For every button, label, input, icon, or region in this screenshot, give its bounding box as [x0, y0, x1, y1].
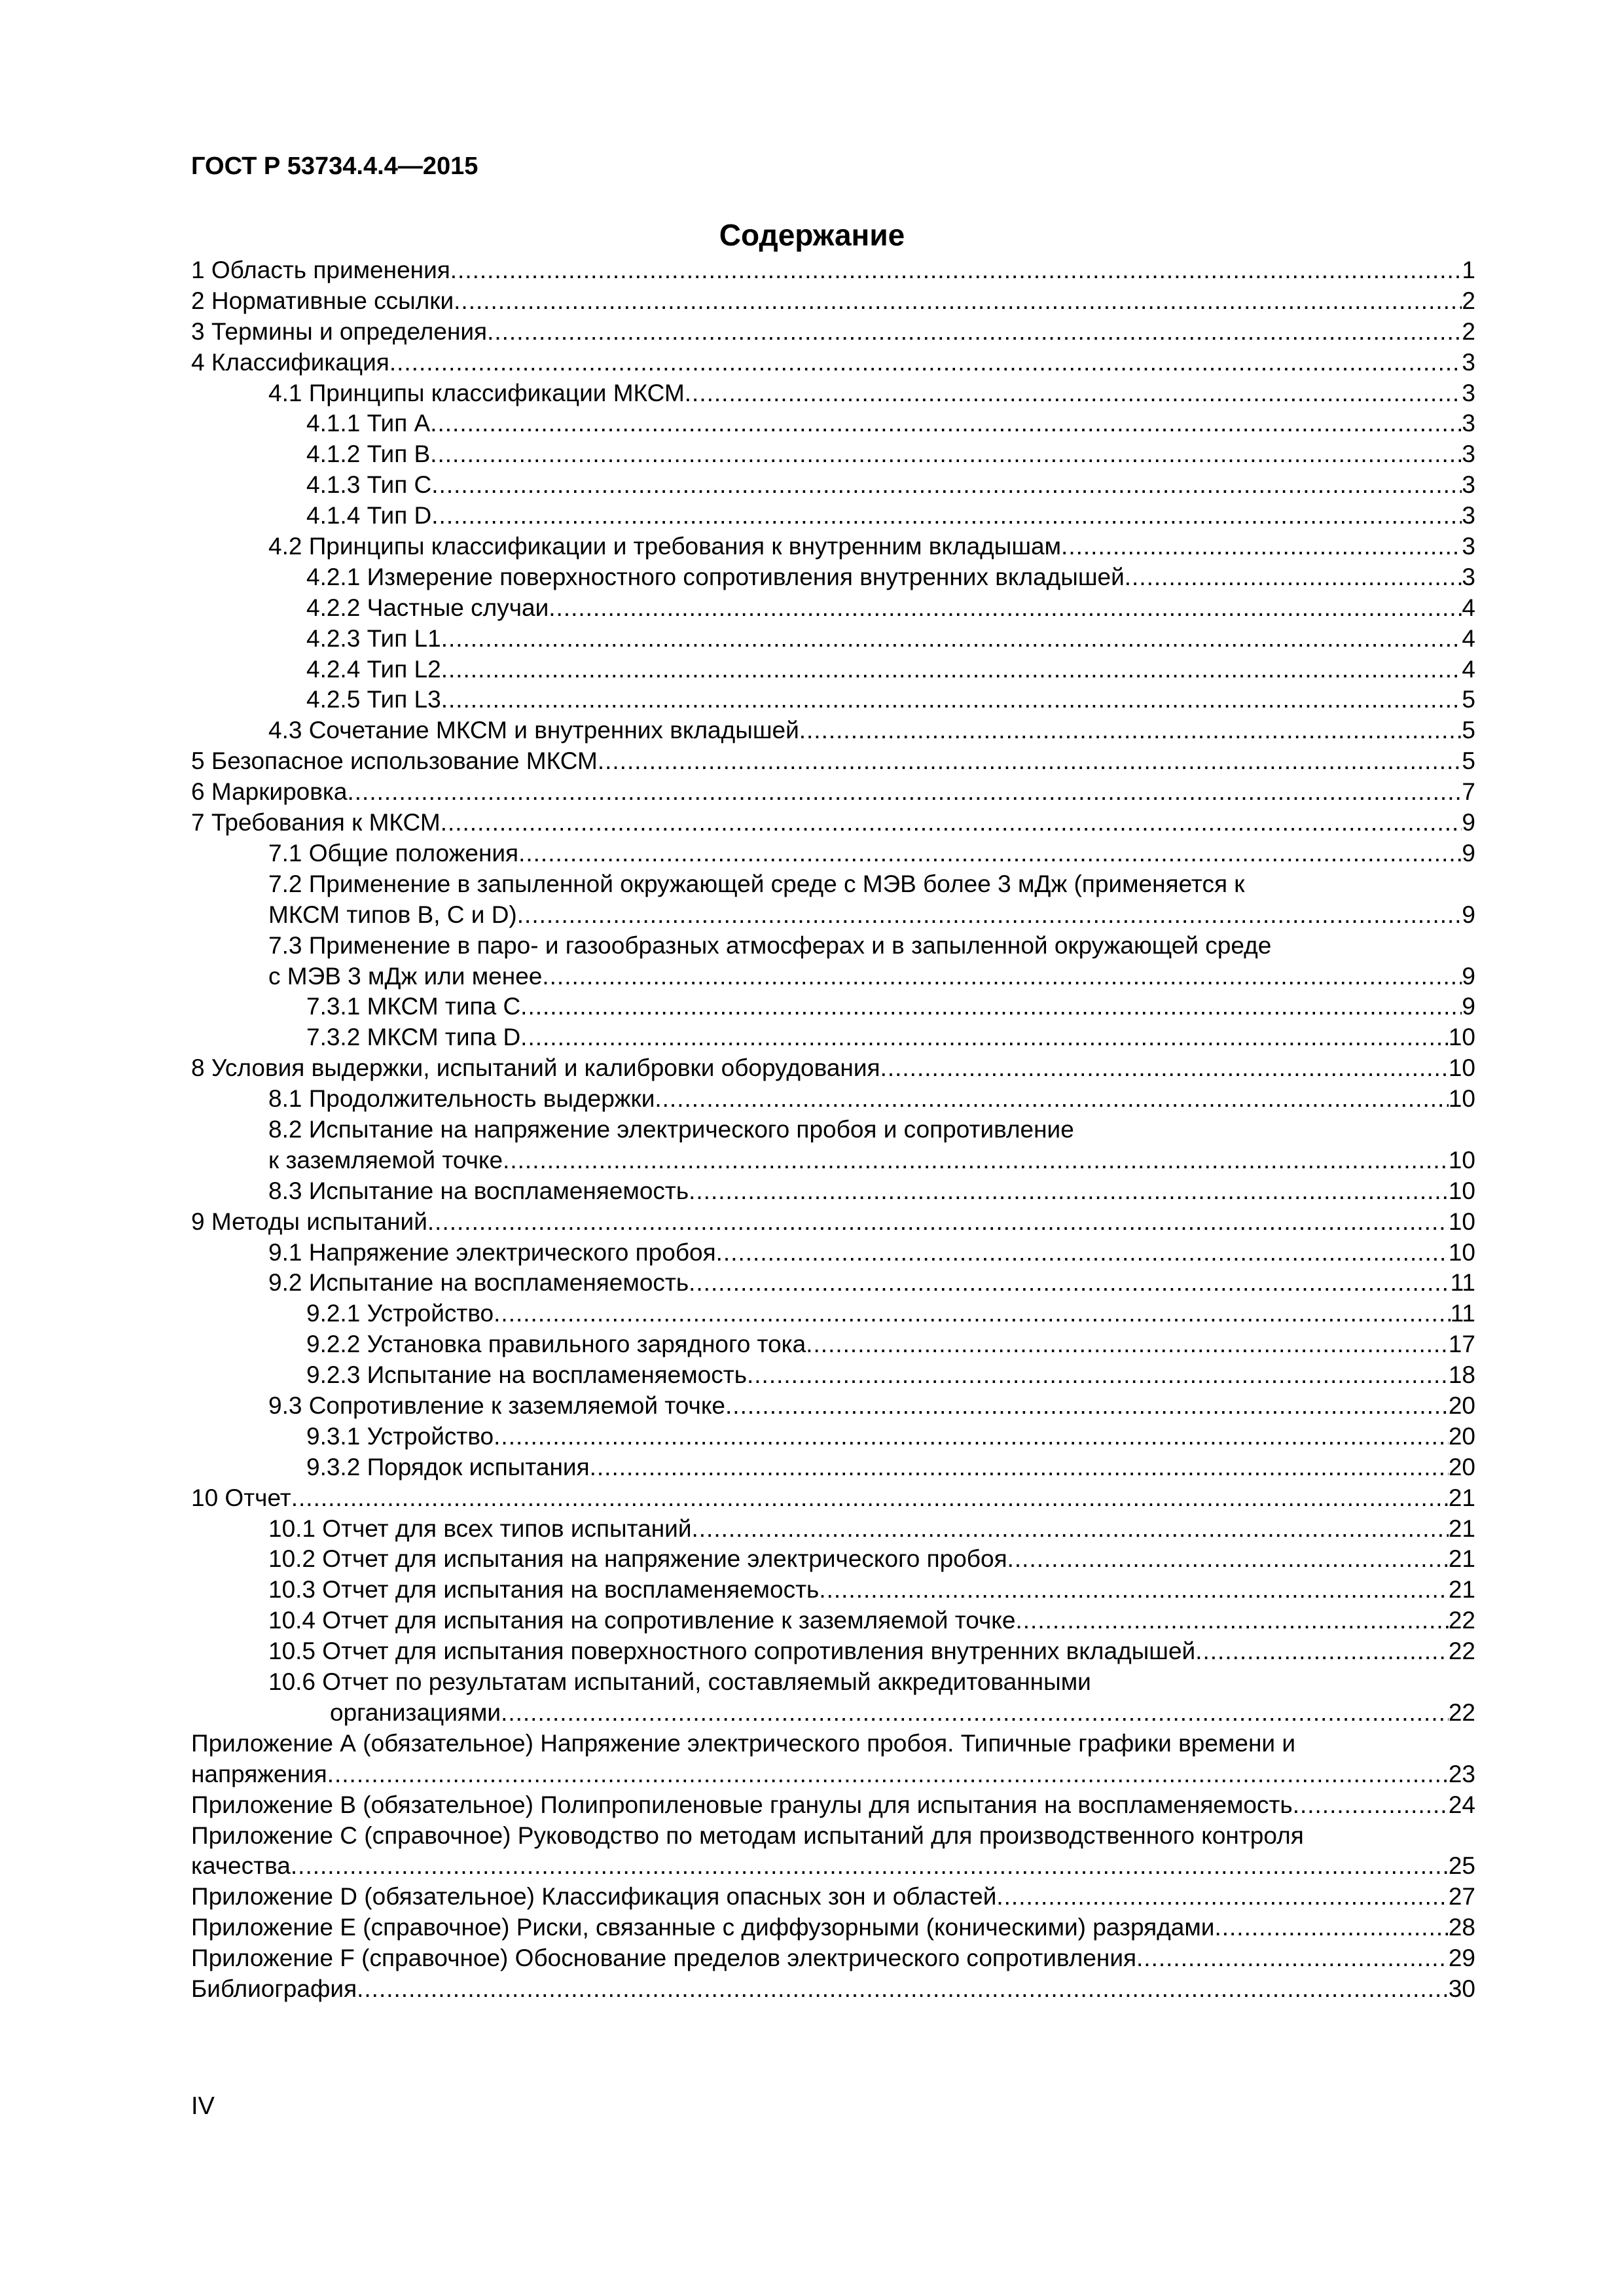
toc-page-number: 10 [1448, 1024, 1475, 1051]
toc-leader-dots [685, 378, 1462, 409]
toc-page-number: 17 [1448, 1331, 1475, 1358]
toc-entry[interactable] [191, 838, 1475, 869]
toc-entry-label: 9.3.1 Устройство [306, 1422, 494, 1450]
toc-entry[interactable] [191, 746, 1475, 777]
toc-entry[interactable] [191, 501, 1475, 531]
toc-entry-label: 1 Область применения [191, 257, 450, 283]
toc-leader-dots [747, 1360, 1449, 1391]
toc-entry-label: 4.2 Принципы классификации и требования к внутренним вкладышам [268, 533, 1062, 560]
toc-entry[interactable] [191, 348, 1475, 378]
toc-entry[interactable] [191, 777, 1475, 808]
toc-entry[interactable] [191, 1391, 1475, 1422]
toc-leader-dots [716, 1238, 1449, 1268]
toc-leader-dots [1061, 531, 1462, 562]
toc-entry[interactable] [191, 593, 1475, 624]
toc-entry[interactable] [191, 685, 1475, 715]
toc-leader-dots [655, 1084, 1448, 1115]
toc-entry-label: 9.2.1 Устройство [306, 1300, 494, 1327]
table-of-contents [191, 255, 1475, 2005]
toc-leader-dots [291, 1483, 1449, 1514]
toc-entry-label: 7.3 Применение в паро- и газообразных атмосферах и в запыленной окружающей среде [268, 931, 1272, 959]
toc-entry-label-continued: МКСМ типов В, С и D) [268, 901, 517, 928]
toc-leader-dots [430, 408, 1462, 439]
toc-leader-dots [1136, 1943, 1449, 1974]
toc-entry-label: 10 Отчет [191, 1484, 291, 1511]
toc-entry-label: 8.3 Испытание на воспламеняемость [268, 1177, 689, 1204]
toc-page-number: 3 [1462, 379, 1475, 406]
toc-leader-dots [450, 255, 1462, 286]
toc-entry-label-continued: к заземляемой точке [268, 1146, 503, 1174]
toc-entry[interactable] [191, 1729, 1475, 1790]
toc-leader-dots [520, 1022, 1449, 1053]
toc-entry[interactable] [191, 531, 1475, 562]
toc-leader-dots [1007, 1544, 1449, 1575]
toc-entry-label: 6 Маркировка [191, 778, 348, 806]
toc-page-number: 22 [1448, 1638, 1475, 1665]
toc-page-number: 29 [1448, 1945, 1475, 1972]
toc-entry[interactable] [191, 1360, 1475, 1391]
toc-leader-dots [689, 1176, 1449, 1207]
toc-leader-dots [494, 1299, 1450, 1329]
toc-page-number: 3 [1462, 563, 1475, 590]
toc-entry-label: 7.3.2 МКСМ типа D [306, 1024, 521, 1051]
toc-leader-dots [487, 317, 1462, 348]
toc-leader-dots [441, 685, 1462, 715]
toc-leader-dots [291, 1851, 1449, 1882]
toc-entry[interactable] [191, 1452, 1475, 1483]
toc-page-number: 3 [1462, 471, 1475, 499]
toc-leader-dots [819, 1575, 1449, 1605]
toc-entry-label: 9.2.3 Испытание на воспламеняемость [306, 1361, 747, 1389]
toc-leader-dots [431, 470, 1462, 501]
toc-leader-dots [441, 624, 1462, 655]
toc-leader-dots [692, 1514, 1449, 1545]
toc-entry[interactable] [191, 562, 1475, 593]
toc-page-number: 1 [1462, 257, 1475, 283]
toc-page-number: 18 [1448, 1361, 1475, 1389]
toc-page-number: 9 [1462, 839, 1475, 867]
toc-page-number: 3 [1462, 533, 1475, 560]
toc-entry-label: 7 Требования к МКСМ [191, 809, 441, 836]
toc-page-number: 30 [1448, 1975, 1475, 2002]
toc-entry-label: 7.2 Применение в запыленной окружающей среде с МЭВ более 3 мДж (применяется к [268, 870, 1245, 897]
toc-leader-dots [1015, 1605, 1448, 1636]
toc-entry[interactable] [191, 715, 1475, 746]
toc-entry[interactable] [191, 1882, 1475, 1912]
toc-entry[interactable] [191, 255, 1475, 286]
toc-entry-label: 7.1 Общие положения [268, 839, 519, 867]
toc-entry-label: Приложение F (справочное) Обоснование пределов электрического сопротивления [191, 1945, 1137, 1972]
toc-entry[interactable] [191, 378, 1475, 409]
toc-entry-label: 9.1 Напряжение электрического пробоя [268, 1238, 716, 1266]
page-title: Содержание [719, 218, 905, 252]
toc-entry[interactable] [191, 808, 1475, 838]
toc-entry[interactable] [191, 869, 1475, 931]
toc-leader-dots [799, 715, 1462, 746]
toc-entry[interactable] [191, 286, 1475, 317]
toc-leader-dots [549, 593, 1462, 624]
toc-entry[interactable] [191, 1575, 1475, 1605]
toc-page-number: 21 [1448, 1484, 1475, 1511]
toc-page-number: 4 [1462, 655, 1475, 683]
toc-leader-dots [441, 655, 1462, 685]
toc-entry-label: 9 Методы испытаний [191, 1208, 427, 1235]
toc-page-number: 11 [1450, 1269, 1475, 1297]
toc-page-number: 10 [1448, 1208, 1475, 1235]
toc-entry[interactable] [191, 1084, 1475, 1115]
toc-entry-label: 9.2.2 Установка правильного зарядного тока [306, 1331, 806, 1358]
toc-page-number: 3 [1462, 348, 1475, 376]
toc-entry-label-continued: организациями [330, 1698, 501, 1726]
toc-page-number: 10 [1448, 1054, 1475, 1082]
toc-leader-dots [503, 1145, 1449, 1176]
toc-entry-label: 4.1 Принципы классификации МКСМ [268, 379, 685, 406]
toc-leader-dots [598, 746, 1462, 777]
toc-leader-dots [454, 286, 1462, 317]
toc-entry[interactable] [191, 1912, 1475, 1943]
toc-entry-label-continued: напряжения [191, 1760, 327, 1787]
toc-entry-label: 10.1 Отчет для всех типов испытаний [268, 1515, 692, 1542]
toc-leader-dots [357, 1974, 1449, 2005]
toc-entry-label: 2 Нормативные ссылки [191, 287, 454, 314]
toc-page-number: 9 [1462, 901, 1475, 928]
toc-entry-label: 7.3.1 МКСМ типа С [306, 993, 521, 1020]
document-header: ГОСТ Р 53734.4.4—2015 [191, 152, 478, 180]
toc-leader-dots [1195, 1636, 1449, 1667]
toc-entry[interactable] [191, 1605, 1475, 1636]
toc-leader-dots [427, 1207, 1449, 1238]
toc-entry[interactable] [191, 317, 1475, 348]
toc-entry[interactable] [191, 1053, 1475, 1084]
toc-page-number: 3 [1462, 410, 1475, 437]
toc-leader-dots [431, 501, 1462, 531]
toc-leader-dots [689, 1268, 1450, 1299]
toc-entry-label: 4.3 Сочетание МКСМ и внутренних вкладышей [268, 717, 799, 744]
toc-entry[interactable] [191, 624, 1475, 655]
toc-entry[interactable] [191, 1544, 1475, 1575]
toc-page-number: 24 [1448, 1791, 1475, 1818]
toc-page-number: 5 [1462, 686, 1475, 713]
toc-page-number: 20 [1448, 1392, 1475, 1419]
toc-leader-dots [880, 1053, 1449, 1084]
toc-entry-label: 9.2 Испытание на воспламеняемость [268, 1269, 689, 1297]
toc-entry-label: 10.2 Отчет для испытания на напряжение электрического пробоя [268, 1545, 1007, 1573]
toc-page-number: 9 [1462, 809, 1475, 836]
toc-entry[interactable] [191, 1422, 1475, 1452]
toc-page-number: 3 [1462, 502, 1475, 529]
toc-page-number: 10 [1448, 1238, 1475, 1266]
toc-page-number: 28 [1448, 1914, 1475, 1941]
toc-entry-continuation [191, 1851, 1475, 1882]
toc-entry-continuation [191, 900, 1475, 931]
toc-entry[interactable] [191, 408, 1475, 439]
toc-entry[interactable] [191, 1514, 1475, 1545]
toc-entry-continuation [191, 961, 1475, 992]
toc-entry[interactable] [191, 1329, 1475, 1360]
toc-entry-label: 4.2.5 Тип L3 [306, 686, 441, 713]
toc-entry-label: Приложение А (обязательное) Напряжение электрического пробоя. Типичные графики времени и [191, 1729, 1295, 1757]
toc-entry[interactable] [191, 1176, 1475, 1207]
toc-page-number: 11 [1450, 1300, 1475, 1327]
toc-page-number: 4 [1462, 624, 1475, 652]
toc-entry-label: 8 Условия выдержки, испытаний и калибровки оборудования [191, 1054, 880, 1082]
toc-entry[interactable] [191, 1207, 1475, 1238]
toc-entry[interactable] [191, 1636, 1475, 1667]
toc-entry-label: 10.5 Отчет для испытания поверхностного сопротивления внутренних вкладышей [268, 1638, 1196, 1665]
toc-page-number: 20 [1448, 1453, 1475, 1480]
toc-page-number: 25 [1448, 1852, 1475, 1880]
toc-page-number: 7 [1462, 778, 1475, 806]
toc-entry-label: 10.6 Отчет по результатам испытаний, составляемый аккредитованными [268, 1668, 1091, 1696]
toc-leader-dots [518, 838, 1462, 869]
toc-entry-label: 9.3 Сопротивление к заземляемой точке [268, 1392, 726, 1419]
toc-leader-dots [441, 808, 1462, 838]
toc-leader-dots [517, 900, 1462, 931]
toc-entry-continuation [191, 1759, 1475, 1790]
toc-entry[interactable] [191, 1299, 1475, 1329]
toc-entry-label: 4.2.4 Тип L2 [306, 655, 441, 683]
toc-page-number: 5 [1462, 747, 1475, 775]
toc-page-number: 2 [1462, 317, 1475, 345]
toc-entry[interactable] [191, 992, 1475, 1022]
toc-leader-dots [430, 439, 1462, 470]
toc-entry[interactable] [191, 439, 1475, 470]
toc-entry-label: 4.1.4 Тип D [306, 502, 432, 529]
toc-entry[interactable] [191, 1238, 1475, 1268]
toc-entry-label: 4.1.2 Тип В [306, 440, 431, 468]
toc-entry-label: 4 Классификация [191, 348, 389, 376]
toc-page-number: 22 [1448, 1698, 1475, 1726]
toc-page-number: 10 [1448, 1177, 1475, 1204]
toc-leader-dots [494, 1422, 1449, 1452]
toc-entry-label: 4.2.2 Частные случаи [306, 594, 549, 621]
toc-entry[interactable] [191, 655, 1475, 685]
toc-entry-continuation [191, 1698, 1475, 1729]
toc-leader-dots [542, 961, 1462, 992]
toc-page-number: 9 [1462, 993, 1475, 1020]
toc-entry[interactable] [191, 1790, 1475, 1821]
toc-leader-dots [1214, 1912, 1448, 1943]
toc-entry-label: Приложение Е (справочное) Риски, связанные с диффузорными (коническими) разрядами [191, 1914, 1215, 1941]
toc-page-number: 9 [1462, 962, 1475, 990]
toc-entry[interactable] [191, 470, 1475, 501]
toc-page-number: 10 [1448, 1085, 1475, 1113]
toc-leader-dots [389, 348, 1462, 378]
toc-entry[interactable] [191, 1974, 1475, 2005]
toc-leader-dots [1293, 1790, 1449, 1821]
toc-page-number: 10 [1448, 1146, 1475, 1174]
toc-page-number: 22 [1448, 1607, 1475, 1634]
toc-entry-label-continued: качества [191, 1852, 291, 1880]
toc-leader-dots [348, 777, 1462, 808]
toc-entry[interactable] [191, 1115, 1475, 1176]
toc-page-number: 4 [1462, 594, 1475, 621]
toc-leader-dots [1125, 562, 1462, 593]
toc-entry-label-continued: с МЭВ 3 мДж или менее [268, 962, 543, 990]
toc-entry-label: 5 Безопасное использование МКСМ [191, 747, 598, 775]
toc-leader-dots [520, 992, 1462, 1022]
toc-page-number: 2 [1462, 287, 1475, 314]
toc-leader-dots [725, 1391, 1449, 1422]
toc-entry-label: 9.3.2 Порядок испытания [306, 1453, 590, 1480]
toc-entry[interactable] [191, 1268, 1475, 1299]
toc-page-number: 21 [1448, 1515, 1475, 1542]
toc-leader-dots [806, 1329, 1449, 1360]
toc-page-number: 5 [1462, 717, 1475, 744]
toc-entry[interactable] [191, 1667, 1475, 1729]
toc-page-number: 21 [1448, 1545, 1475, 1573]
toc-entry[interactable] [191, 1821, 1475, 1882]
toc-entry-label: Приложение В (обязательное) Полипропиленовые гранулы для испытания на воспламеняемость [191, 1791, 1293, 1818]
toc-entry-label: Библиография [191, 1975, 357, 2002]
toc-leader-dots [327, 1759, 1449, 1790]
page-number: IV [191, 2092, 215, 2120]
toc-entry-label: 4.1.3 Тип С [306, 471, 432, 499]
toc-entry[interactable] [191, 1022, 1475, 1053]
toc-leader-dots [501, 1698, 1449, 1729]
toc-leader-dots [590, 1452, 1449, 1483]
toc-entry-label: 4.2.1 Измерение поверхностного сопротивления внутренних вкладышей [306, 563, 1125, 590]
toc-page-number: 3 [1462, 440, 1475, 468]
toc-entry-continuation [191, 1145, 1475, 1176]
toc-entry-label: 4.1.1 Тип А [306, 410, 431, 437]
toc-entry-label: 10.3 Отчет для испытания на воспламеняемость [268, 1576, 820, 1604]
toc-page-number: 20 [1448, 1422, 1475, 1450]
toc-entry-label: Приложение С (справочное) Руководство по методам испытаний для производственного контроля [191, 1821, 1304, 1849]
toc-entry-label: 3 Термины и определения [191, 317, 488, 345]
toc-entry-label: Приложение D (обязательное) Классификация опасных зон и областей [191, 1883, 997, 1910]
toc-entry[interactable] [191, 1483, 1475, 1514]
toc-entry-label: 8.2 Испытание на напряжение электрического пробоя и сопротивление [268, 1115, 1074, 1143]
toc-leader-dots [996, 1882, 1448, 1912]
toc-page-number: 21 [1448, 1576, 1475, 1604]
toc-entry[interactable] [191, 931, 1475, 992]
toc-entry-label: 10.4 Отчет для испытания на сопротивление к заземляемой точке [268, 1607, 1016, 1634]
toc-entry-label: 8.1 Продолжительность выдержки [268, 1085, 655, 1113]
toc-page-number: 27 [1448, 1883, 1475, 1910]
toc-page-number: 23 [1448, 1760, 1475, 1787]
toc-entry[interactable] [191, 1943, 1475, 1974]
toc-entry-label: 4.2.3 Тип L1 [306, 624, 441, 652]
